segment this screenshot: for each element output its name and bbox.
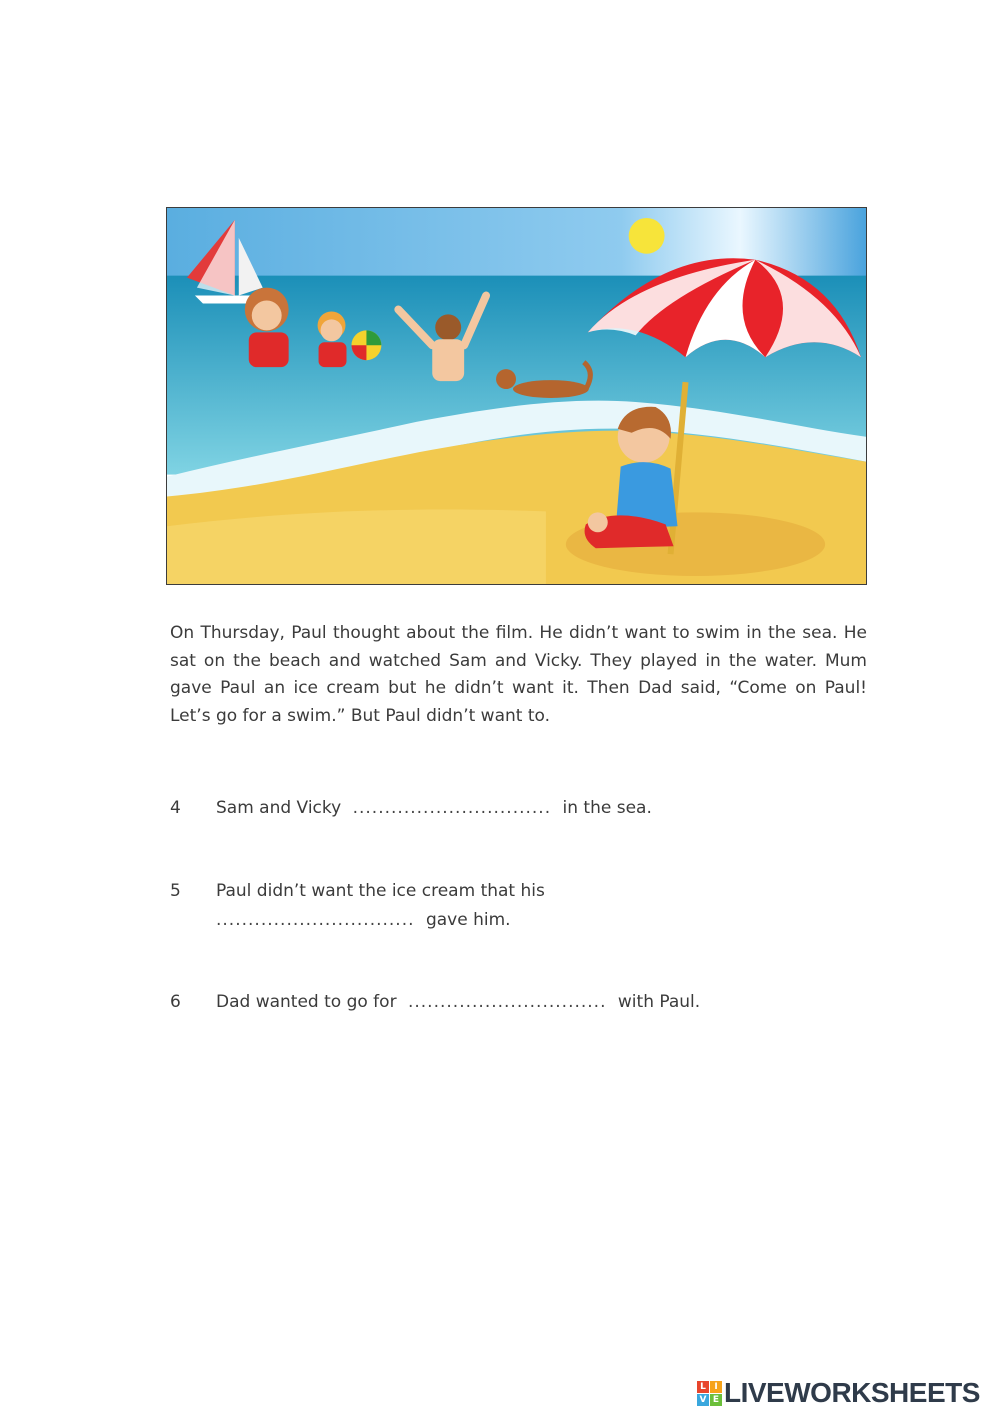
- question-number: 4: [170, 798, 181, 818]
- question-text-after: gave him.: [425, 910, 511, 930]
- logo-letter: V: [697, 1394, 709, 1406]
- story-paragraph: On Thursday, Paul thought about the film. He didn’t want to swim in the sea. He sat on the beach and watched Sam and Vicky. They played in the water. Mum gave Paul an ice cream but he didn’t want it. Then Dad said, “Come on Paul! Let’s go for a swim.” But Paul didn’t want to.: [170, 623, 867, 726]
- logo-letter: I: [710, 1381, 722, 1393]
- question-number: 5: [170, 881, 181, 901]
- logo-letter: L: [697, 1381, 709, 1393]
- question-text-before: Sam and Vicky: [216, 798, 342, 818]
- question-text-before: Dad wanted to go for: [216, 992, 397, 1012]
- question-text-after: in the sea.: [562, 798, 652, 818]
- brand-name: LIVEWORKSHEETS: [724, 1377, 980, 1408]
- logo-letter: E: [710, 1394, 722, 1406]
- question-text-after: with Paul.: [617, 992, 701, 1012]
- question-number: 6: [170, 992, 181, 1012]
- answer-blank[interactable]: ...............................: [407, 992, 607, 1012]
- beach-scene-drawing: [167, 208, 866, 584]
- sun-shape: [629, 218, 665, 254]
- answer-blank[interactable]: ...............................: [216, 910, 415, 930]
- question-text-line1: Paul didn’t want the ice cream that his: [216, 881, 545, 901]
- beach-illustration: [166, 207, 867, 585]
- answer-blank[interactable]: ...............................: [352, 798, 552, 818]
- liveworksheets-logo-icon: [697, 1381, 722, 1406]
- liveworksheets-brand: [697, 1378, 980, 1408]
